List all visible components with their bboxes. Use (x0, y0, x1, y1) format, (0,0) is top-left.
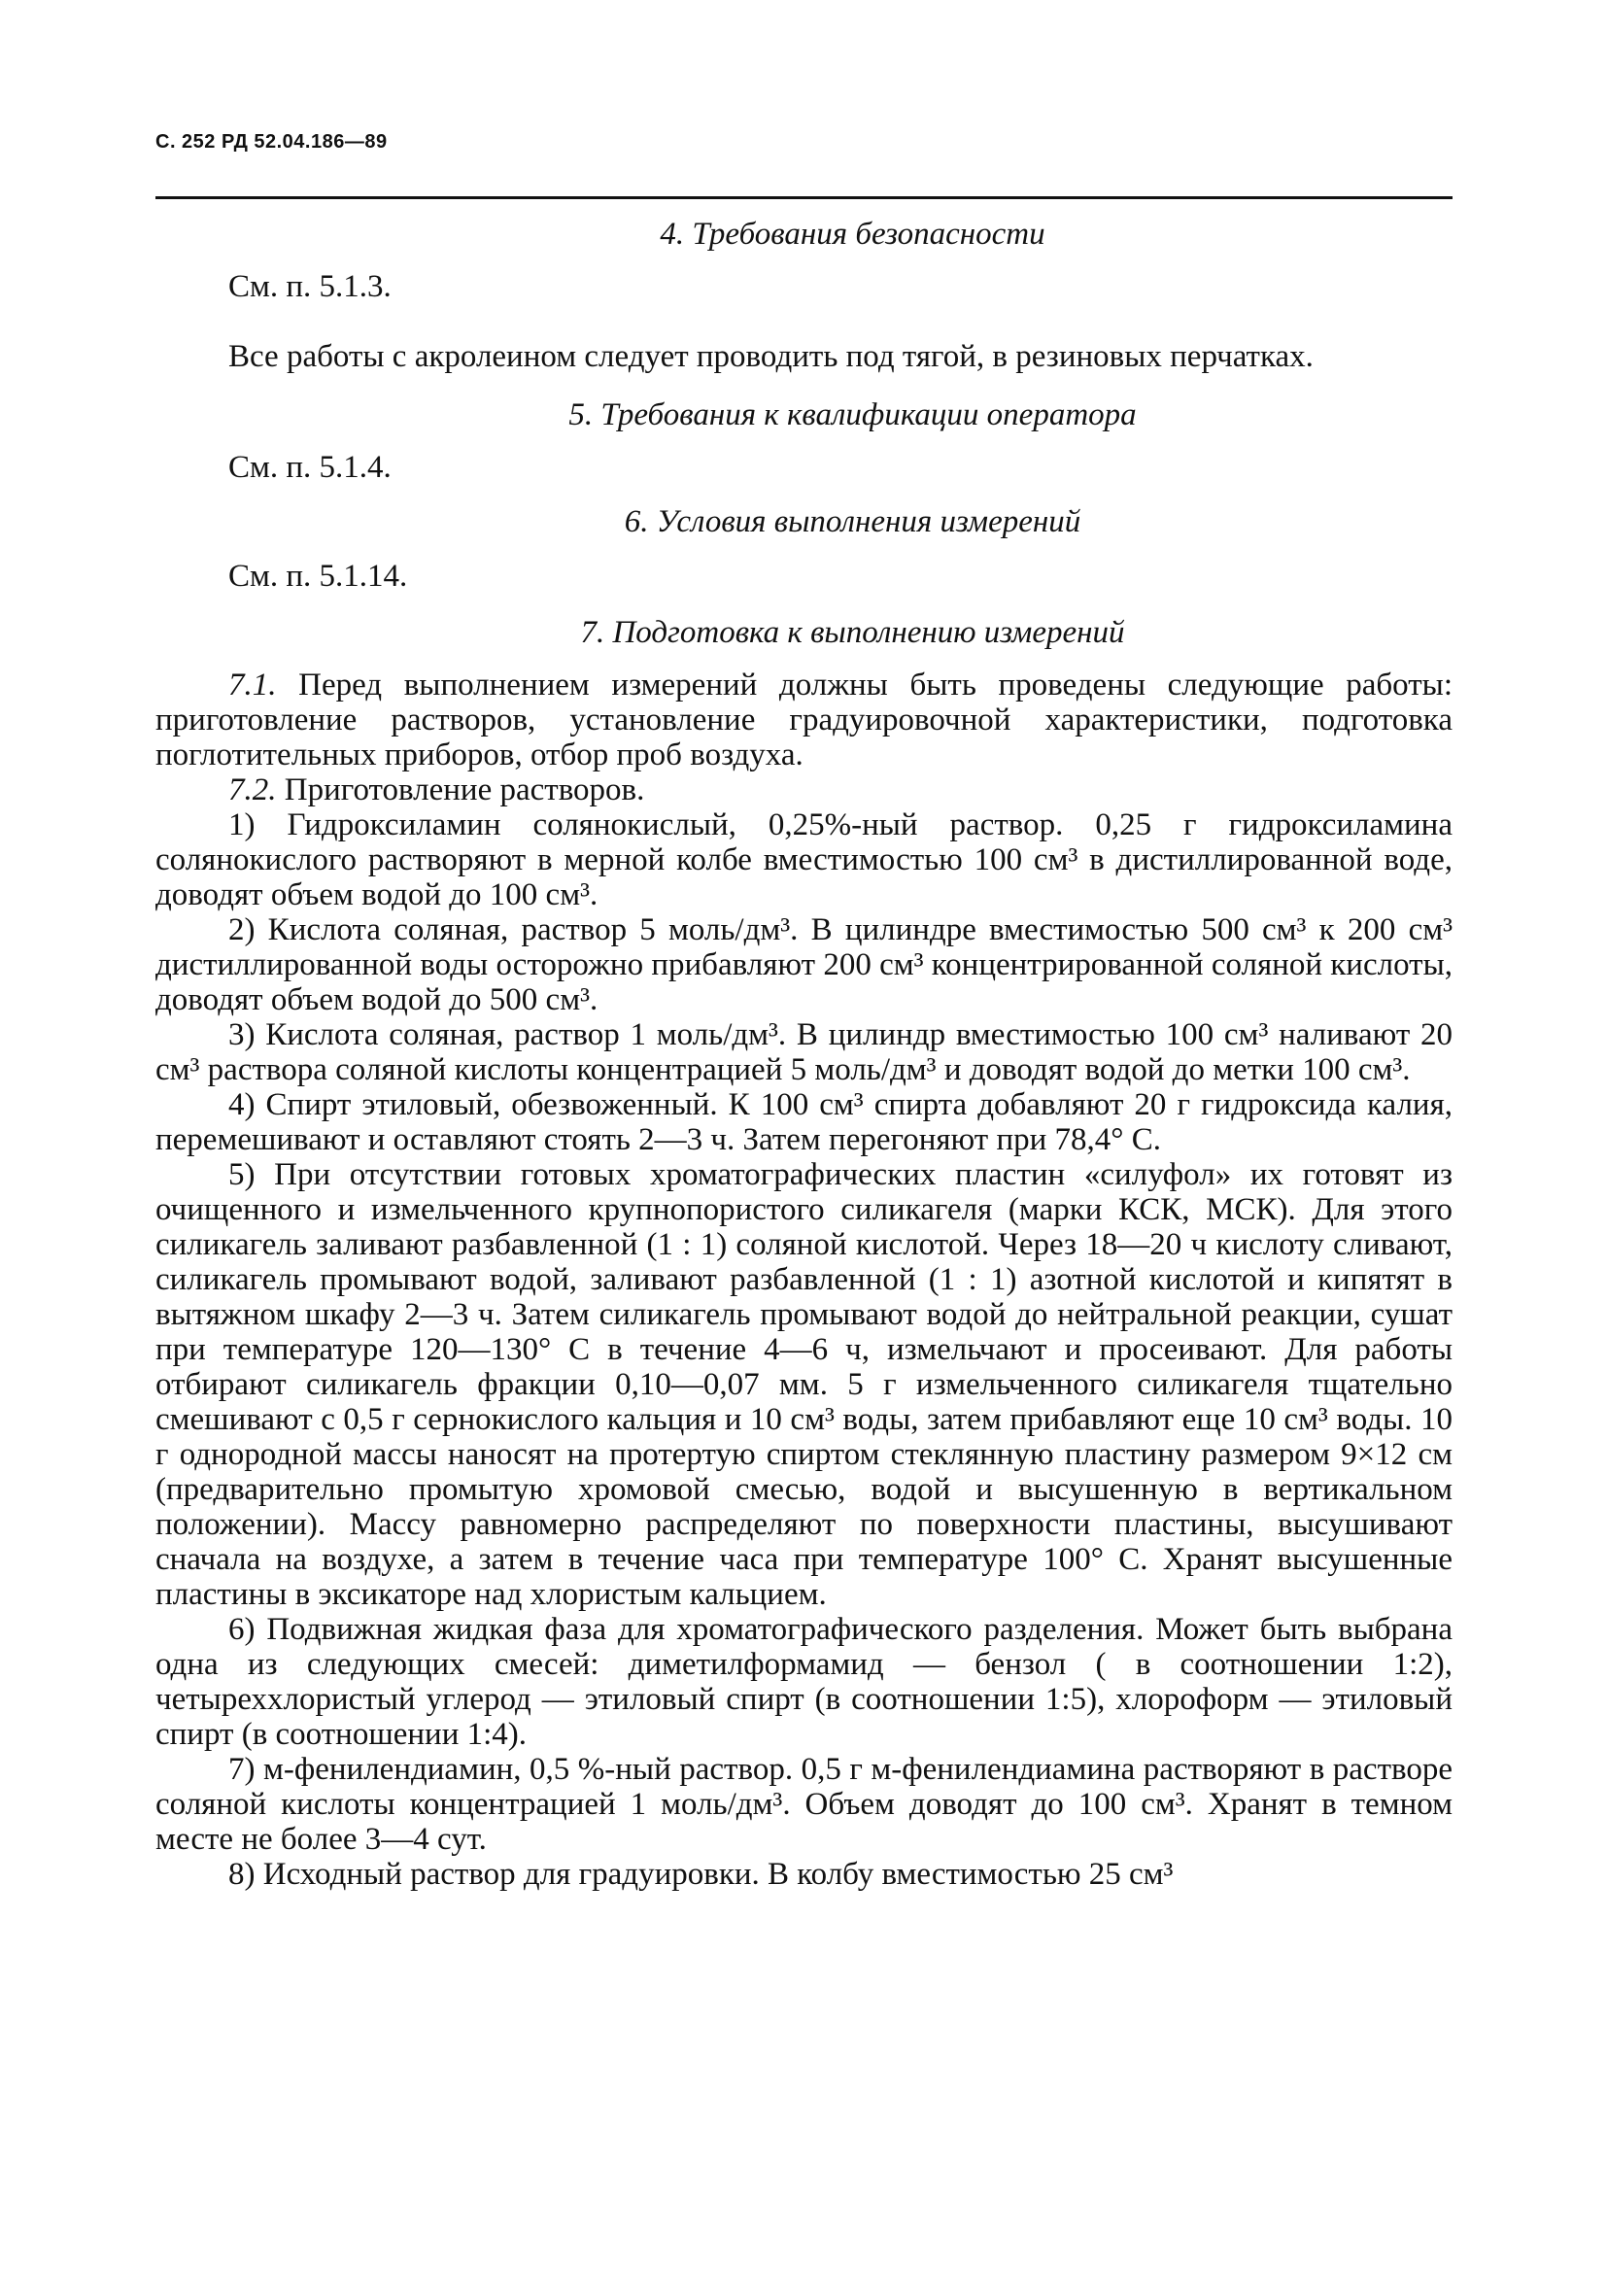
list-item-1: 1) Гидроксиламин солянокислый, 0,25%-ный раствор. 0,25 г гидроксиламина солянокислого растворяют в мерной колбе вместимостью 100 см³ в дистиллированной воде, доводят объем водой до 100 см³. (155, 807, 1453, 912)
paragraph-7-1-text: Перед выполнением измерений должны быть проведены следующие работы: приготовление растворов, установление градуировочной характеристики, подготовка поглотительных приборов, отбор проб воздуха. (155, 668, 1453, 772)
paragraph-7-2-number: 7.2. (228, 772, 277, 807)
document-page (155, 117, 1453, 1892)
list-item-4: 4) Спирт этиловый, обезвоженный. К 100 см³ спирта добавляют 20 г гидроксида калия, перемешивают и оставляют стоять 2—3 ч. Затем перегоняют при 78,4° С. (155, 1087, 1453, 1157)
paragraph-7-2-text: Приготовление растворов. (284, 772, 645, 807)
list-item-7: 7) м-фенилендиамин, 0,5 %-ный раствор. 0,5 г м-фенилендиамина растворяют в растворе соляной кислоты концентрацией 1 моль/дм³. Объем доводят до 100 см³. Хранят в темном месте не более 3—4 сут. (155, 1752, 1453, 1857)
section-6-heading: 6. Условия выполнения измерений (624, 504, 1081, 539)
section-4-reference: См. п. 5.1.3. (228, 269, 392, 304)
list-item-5: 5) При отсутствии готовых хроматографических пластин «силуфол» их готовят из очищенного и измельченного крупнопористого силикагеля (марки КСК, МСК). Для этого силикагель заливают разбавленной (1 : 1) соляной кислотой. Через 18—20 ч кислоту сливают, силикагель промывают водой, заливают разбавленной (1 : 1) азотной кислотой и кипятят в вытяжном шкафу 2—3 ч. Затем силикагель промывают водой до нейтральной реакции, сушат при температуре 120—130° С в течение 4—6 ч, измельчают и просеивают. Для работы отбирают силикагель фракции 0,10—0,07 мм. 5 г измельченного силикагеля тщательно смешивают с 0,5 г сернокислого кальция и 10 см³ воды, затем прибавляют еще 10 см³ воды. 10 г однородной массы наносят на протертую спиртом стеклянную пластину размером 9×12 см (предварительно промытую хромовой смесью, водой и высушенную в вертикальном положении). Массу равномерно распределяют по поверхности пластины, высушивают сначала на воздухе, а затем в течение часа при температуре 100° С. Хранят высушенные пластины в эксикаторе над хлористым кальцием. (155, 1157, 1453, 1612)
page-header: С. 252 РД 52.04.186—89 (155, 131, 388, 153)
section-4-text: Все работы с акролеином следует проводить под тягой, в резиновых перчатках. (228, 339, 1314, 374)
list-item-2: 2) Кислота соляная, раствор 5 моль/дм³. В цилиндре вместимостью 500 см³ к 200 см³ дистиллированной воды осторожно прибавляют 200 см³ концентрированной соляной кислоты, доводят объем водой до 500 см³. (155, 912, 1453, 1017)
section-4-heading: 4. Требования безопасности (660, 217, 1045, 252)
section-7-heading: 7. Подготовка к выполнению измерений (580, 615, 1125, 650)
section-5-reference: См. п. 5.1.4. (228, 450, 392, 485)
list-item-3: 3) Кислота соляная, раствор 1 моль/дм³. В цилиндр вместимостью 100 см³ наливают 20 см³ раствора соляной кислоты концентрацией 5 моль/дм³ и доводят водой до метки 100 см³. (155, 1017, 1453, 1087)
list-item-6: 6) Подвижная жидкая фаза для хроматографического разделения. Может быть выбрана одна из следующих смесей: диметилформамид — бензол ( в соотношении 1:2), четыреххлористый углерод — этиловый спирт (в соотношении 1:5), хлороформ — этиловый спирт (в соотношении 1:4). (155, 1612, 1453, 1752)
paragraph-7-2 (155, 772, 1453, 807)
list-item-8: 8) Исходный раствор для градуировки. В колбу вместимостью 25 см³ (228, 1857, 1174, 1892)
section-5-heading: 5. Требования к квалификации оператора (568, 397, 1137, 432)
section-6-reference: См. п. 5.1.14. (228, 559, 408, 594)
paragraph-7-1-number: 7.1. (228, 668, 277, 703)
header-rule (155, 196, 1453, 199)
paragraph-7-1 (155, 668, 1453, 772)
